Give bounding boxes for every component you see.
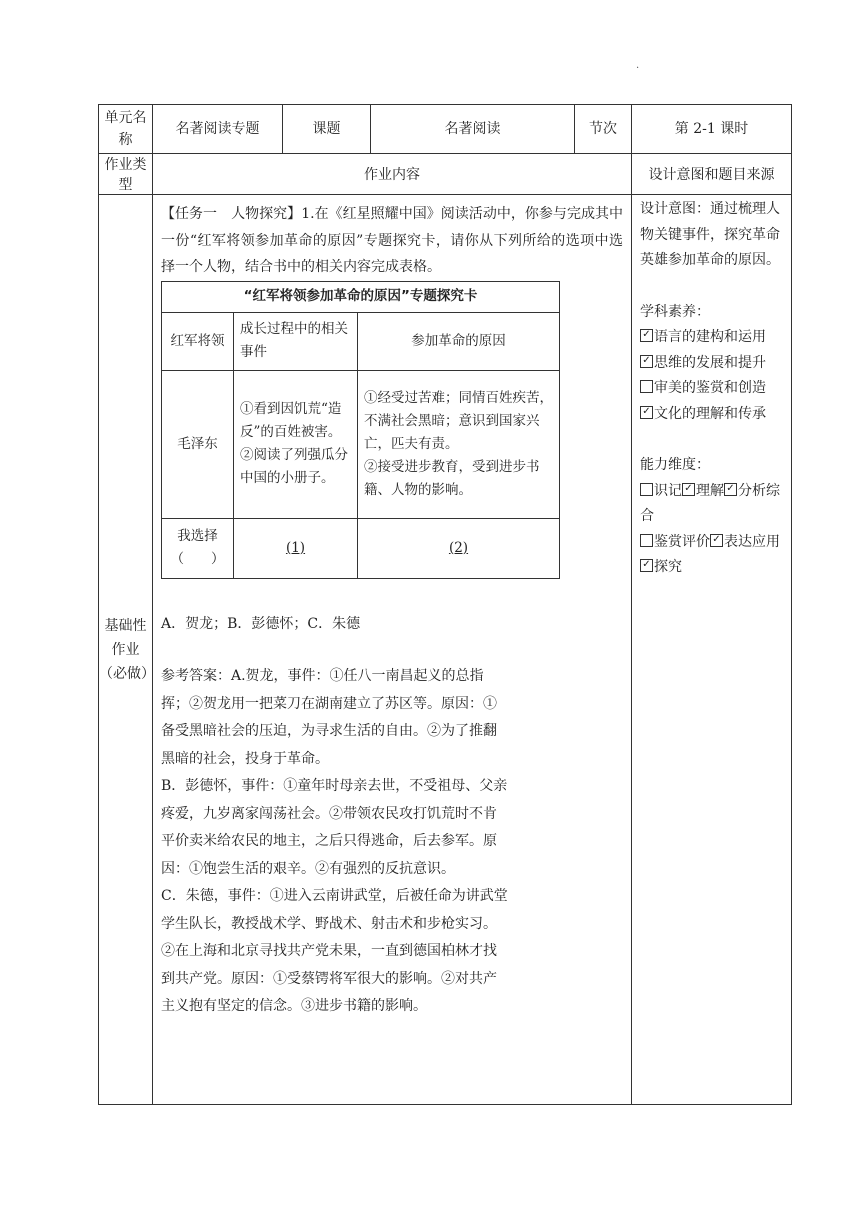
- event-item: ②阅读了列强瓜分中国的小册子。: [240, 447, 348, 486]
- checkbox-item[interactable]: [710, 534, 780, 550]
- answer-line: 因：①饱尝生活的艰辛。②有强烈的反抗意识。: [161, 860, 455, 877]
- answer-line: 挥；②贺龙用一把菜刀在湖南建立了苏区等。原因：①: [161, 695, 497, 712]
- answer-line: 到共产党。原因：①受蔡锷将军很大的影响。②对共产: [161, 970, 497, 987]
- homework-type-cell: [99, 195, 153, 1105]
- choose-blank[interactable]: （ ）: [170, 551, 225, 567]
- blank-1-label: (1): [285, 539, 306, 556]
- checkbox-item[interactable]: [640, 559, 682, 575]
- session-value: 第 2-1 课时: [632, 105, 792, 154]
- type-line-1: 基础性: [104, 617, 147, 634]
- card-col-general: 红军将领: [162, 312, 234, 370]
- column-header-row: [99, 154, 792, 195]
- answer-line: ②在上海和北京寻找共产党未果，一直到德国柏林才找: [161, 943, 497, 959]
- homework-table: [98, 104, 792, 1105]
- ability-title: 能力维度：: [640, 457, 710, 473]
- checkbox-label: 分析综合: [640, 482, 780, 524]
- ability-row-1: [640, 479, 785, 530]
- card-blank-1[interactable]: [234, 518, 358, 578]
- card-blank-2[interactable]: [358, 518, 560, 578]
- literacy-title: 学科素养：: [640, 303, 710, 320]
- checkbox-label: 探究: [654, 559, 682, 575]
- answer-line: C．朱德，事件：①进入云南讲武堂，后被任命为讲武堂: [161, 888, 508, 904]
- card-name-mao: 毛泽东: [162, 370, 234, 518]
- checkbox-item[interactable]: [682, 483, 724, 499]
- homework-row: [99, 195, 792, 1105]
- design-intent-text: 设计意图：通过梳理人物关键事件，探究革命英雄参加革命的原因。: [640, 201, 780, 268]
- type-line-2: 作业: [111, 641, 140, 658]
- answer-line: 参考答案：A.贺龙，事件：①任八一南昌起义的总指: [161, 668, 484, 684]
- checked-box-icon[interactable]: [640, 329, 653, 342]
- checkbox-item[interactable]: [640, 402, 785, 428]
- session-label: 节次: [575, 105, 632, 154]
- unchecked-box-icon[interactable]: [640, 483, 653, 496]
- unchecked-box-icon[interactable]: [640, 380, 653, 393]
- checked-box-icon[interactable]: [640, 559, 653, 572]
- checkbox-label: 思维的发展和提升: [654, 354, 766, 371]
- checked-box-icon[interactable]: [640, 406, 653, 419]
- answer-line: 平价卖米给农民的地主，之后只得逃命，后去参军。原: [161, 833, 497, 849]
- checkbox-label: 审美的鉴赏和创造: [654, 380, 766, 396]
- unit-label: 单元名称: [99, 105, 153, 154]
- design-intent-cell: [632, 195, 792, 1105]
- task-title: 【任务一 人物探究】: [161, 206, 302, 222]
- reason-item: ②接受进步教育，受到进步书籍、人物的影响。: [364, 458, 540, 498]
- options-line: A．贺龙；B．彭德怀；C．朱德: [161, 615, 361, 632]
- header-row: [99, 105, 792, 154]
- page-dot-mark: .: [636, 60, 640, 71]
- card-events-mao: [234, 370, 358, 518]
- answer-line: 黑暗的社会，投身于革命。: [161, 750, 329, 767]
- checkbox-label: 识记: [654, 482, 682, 499]
- card-reasons-mao: [358, 370, 560, 518]
- task-text: 1.在《红星照耀中国》阅读活动中，你参与完成其中一份“红军将领参加革命的原因”专题探究卡，请你从下列所给的选项中选择一个人物，结合书中的相关内容完成表格。: [161, 206, 623, 275]
- topic-value: 名著阅读: [371, 105, 575, 154]
- task-paragraph: [161, 201, 623, 281]
- answer-line: 主义抱有坚定的信念。③进步书籍的影响。: [161, 998, 427, 1014]
- type-line-3: （必做）: [99, 665, 155, 682]
- topic-label: 课题: [283, 105, 371, 154]
- checkbox-label: 表达应用: [724, 533, 780, 550]
- col-content-header: 作业内容: [153, 154, 632, 195]
- card-col-reasons: 参加革命的原因: [358, 312, 560, 370]
- checked-box-icon[interactable]: [724, 483, 737, 496]
- card-choose-cell: [162, 518, 234, 578]
- answer-block: [161, 663, 623, 1021]
- checkbox-item[interactable]: [640, 325, 785, 351]
- answer-line: 学生队长，教授战术学、野战术、射击术和步枪实习。: [161, 915, 497, 932]
- literacy-list: [640, 325, 785, 427]
- checkbox-item[interactable]: [640, 534, 710, 550]
- checkbox-item[interactable]: [640, 351, 785, 377]
- checkbox-label: 文化的理解和传承: [654, 405, 766, 422]
- col-type-header: 作业类型: [99, 154, 153, 195]
- inquiry-card-table: [161, 281, 560, 579]
- answer-line: 疼爱，九岁离家闯荡社会。②带领农民攻打饥荒时不肯: [161, 805, 497, 822]
- checkbox-item[interactable]: [640, 376, 785, 402]
- checkbox-item[interactable]: [640, 483, 682, 499]
- blank-2-label: (2): [448, 539, 469, 556]
- col-design-header: 设计意图和题目来源: [632, 154, 792, 195]
- choose-label: 我选择: [177, 528, 218, 544]
- homework-content-cell: [153, 195, 632, 1105]
- unchecked-box-icon[interactable]: [640, 534, 653, 547]
- checkbox-label: 鉴赏评价: [654, 533, 710, 550]
- checkbox-label: 理解: [696, 482, 724, 499]
- ability-row-2: [640, 530, 785, 581]
- checked-box-icon[interactable]: [710, 534, 723, 547]
- answer-line: B．彭德怀，事件：①童年时母亲去世，不受祖母、父亲: [161, 778, 508, 794]
- checkbox-label: 语言的建构和运用: [654, 329, 766, 345]
- event-item: ①看到因饥荒“造反”的百姓被害。: [240, 401, 342, 440]
- card-col-events: 成长过程中的相关事件: [234, 312, 358, 370]
- checked-box-icon[interactable]: [640, 355, 653, 368]
- reason-item: ①经受过苦难；同情百姓疾苦，不满社会黑暗；意识到国家兴亡，匹夫有责。: [364, 389, 553, 452]
- checked-box-icon[interactable]: [682, 483, 695, 496]
- unit-value: 名著阅读专题: [153, 105, 283, 154]
- answer-line: 备受黑暗社会的压迫，为寻求生活的自由。②为了推翻: [161, 723, 497, 739]
- card-title: “红军将领参加革命的原因”专题探究卡: [162, 281, 560, 312]
